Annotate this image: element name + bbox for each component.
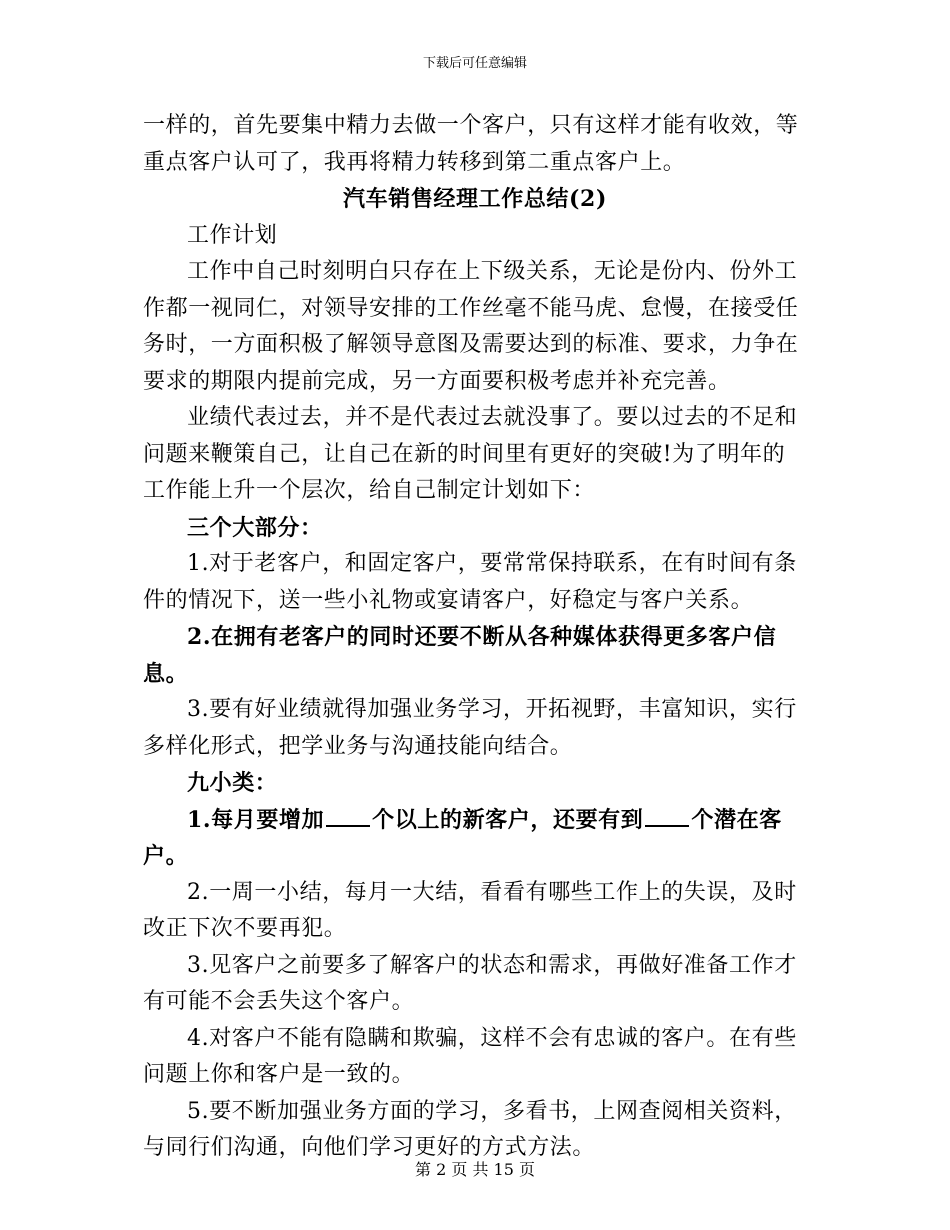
page-footer: 第 2 页 共 15 页 — [415, 1160, 535, 1179]
category-item-1-part-b: 个以上的新客户，还要有到 — [372, 806, 644, 833]
page-header: 下载后可任意编辑 — [422, 56, 527, 71]
category-item-1-part-c: 个潜在客户。 — [143, 806, 782, 869]
document-body — [143, 108, 807, 1167]
fill-in-blank — [326, 807, 370, 827]
category-item-3: 3.见客户之前要多了解客户的状态和需求，再做好准备工作才有可能不会丢失这个客户。 — [143, 952, 797, 1014]
paragraph-performance: 业绩代表过去，并不是代表过去就没事了。要以过去的不足和问题来鞭策自己，让自己在新的时间里有更好的突破!为了明年的工作能上升一个层次，给自己制定计划如下： — [143, 405, 798, 503]
fill-in-blank — [645, 807, 689, 827]
paragraph-continuation: 一样的，首先要集中精力去做一个客户，只有这样才能有收效，等重点客户认可了，我再将精力转移到第二重点客户上。 — [143, 113, 799, 175]
list-item-1: 1.对于老客户，和固定客户，要常常保持联系，在有时间有条件的情况下，送一些小礼物或宴请客户，好稳定与客户关系。 — [143, 551, 797, 613]
list-item-3: 3.要有好业绩就得加强业务学习，开拓视野，丰富知识，实行多样化形式，把学业务与沟通技能向结合。 — [143, 697, 797, 759]
subheading-work-plan: 工作计划 — [187, 222, 278, 248]
heading-nine-categories: 九小类： — [187, 770, 278, 796]
category-item-4: 4.对客户不能有隐瞒和欺骗，这样不会有忠诚的客户。在有些问题上你和客户是一致的。 — [143, 1025, 797, 1087]
category-item-1 — [143, 802, 807, 875]
heading-three-parts: 三个大部分： — [187, 514, 323, 541]
section-title: 汽车销售经理工作总结(2) — [343, 186, 607, 212]
category-item-2: 2.一周一小结，每月一大结，看看有哪些工作上的失误，及时改正下次不要再犯。 — [143, 879, 797, 941]
paragraph-attitude: 工作中自己时刻明白只存在上下级关系，无论是份内、份外工作都一视同仁，对领导安排的工作丝毫不能马虎、怠慢，在接受任务时，一方面积极了解领导意图及需要达到的标准、要求，力争在要求的期限内提前完成，另一方面要积极考虑并补充完善。 — [143, 259, 799, 394]
category-item-5: 5.要不断加强业务方面的学习，多看书，上网查阅相关资料，与同行们沟通，向他们学习更好的方式方法。 — [143, 1098, 797, 1160]
list-item-2: 2.在拥有老客户的同时还要不断从各种媒体获得更多客户信息。 — [143, 624, 777, 687]
category-item-1-part-a: 1.每月要增加 — [187, 806, 325, 833]
